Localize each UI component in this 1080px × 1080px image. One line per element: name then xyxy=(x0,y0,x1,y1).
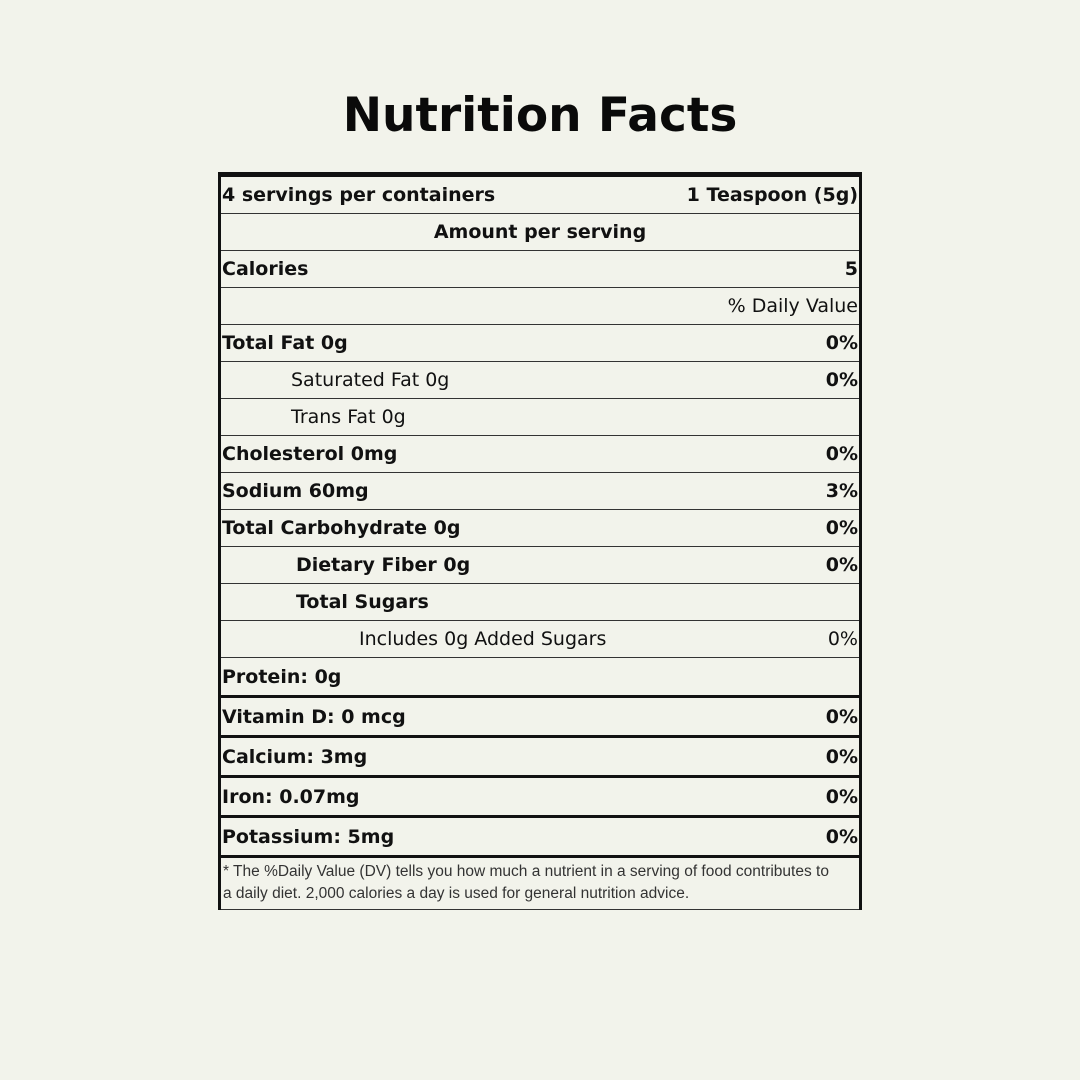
amount-per-serving-label: Amount per serving xyxy=(433,221,647,243)
footnote-line-2: a daily diet. 2,000 calories a day is used for general nutrition advice. xyxy=(223,885,690,902)
saturated-fat-dv: 0% xyxy=(825,369,858,391)
calcium-row xyxy=(221,738,859,778)
nutrition-label xyxy=(218,172,862,910)
amount-per-serving-row xyxy=(221,214,859,251)
protein-label: Protein: 0g xyxy=(222,665,342,688)
vitamin-d-dv: 0% xyxy=(825,705,858,728)
calories-row xyxy=(221,251,859,288)
calcium-label: Calcium: 3mg xyxy=(222,745,368,768)
daily-value-header-row xyxy=(221,288,859,325)
daily-value-footnote xyxy=(221,858,859,910)
servings-per-container: 4 servings per containers xyxy=(222,184,496,206)
sodium-label: Sodium 60mg xyxy=(222,480,369,502)
iron-row xyxy=(221,778,859,818)
potassium-dv: 0% xyxy=(825,825,858,848)
total-carbohydrate-row xyxy=(221,510,859,547)
saturated-fat-row xyxy=(221,362,859,399)
trans-fat-row xyxy=(221,399,859,436)
iron-dv: 0% xyxy=(825,785,858,808)
calories-label: Calories xyxy=(222,258,309,280)
added-sugars-label: Includes 0g Added Sugars xyxy=(359,628,607,650)
added-sugars-row xyxy=(221,621,859,658)
total-sugars-row xyxy=(221,584,859,621)
dietary-fiber-row xyxy=(221,547,859,584)
serving-size: 1 Teaspoon (5g) xyxy=(686,184,858,206)
calcium-dv: 0% xyxy=(825,745,858,768)
potassium-label: Potassium: 5mg xyxy=(222,825,395,848)
total-carbohydrate-dv: 0% xyxy=(825,517,858,539)
vitamin-d-label: Vitamin D: 0 mcg xyxy=(222,705,406,728)
sodium-row xyxy=(221,473,859,510)
daily-value-header: % Daily Value xyxy=(727,295,858,317)
vitamin-d-row xyxy=(221,698,859,738)
total-fat-row xyxy=(221,325,859,362)
dietary-fiber-label: Dietary Fiber 0g xyxy=(296,554,471,576)
protein-row xyxy=(221,658,859,698)
total-carbohydrate-label: Total Carbohydrate 0g xyxy=(222,517,461,539)
sodium-dv: 3% xyxy=(825,480,858,502)
cholesterol-row xyxy=(221,436,859,473)
potassium-row xyxy=(221,818,859,858)
cholesterol-label: Cholesterol 0mg xyxy=(222,443,398,465)
total-fat-dv: 0% xyxy=(825,332,858,354)
dietary-fiber-dv: 0% xyxy=(825,554,858,576)
added-sugars-dv: 0% xyxy=(827,628,858,650)
calories-value: 5 xyxy=(844,258,858,280)
footnote-line-1: * The %Daily Value (DV) tells you how much a nutrient in a serving of food contributes to xyxy=(223,863,829,880)
saturated-fat-label: Saturated Fat 0g xyxy=(291,369,450,391)
page-title: Nutrition Facts xyxy=(342,88,738,143)
trans-fat-label: Trans Fat 0g xyxy=(291,406,406,428)
cholesterol-dv: 0% xyxy=(825,443,858,465)
servings-row xyxy=(221,177,859,214)
total-sugars-label: Total Sugars xyxy=(296,591,429,613)
total-fat-label: Total Fat 0g xyxy=(222,332,348,354)
iron-label: Iron: 0.07mg xyxy=(222,785,360,808)
